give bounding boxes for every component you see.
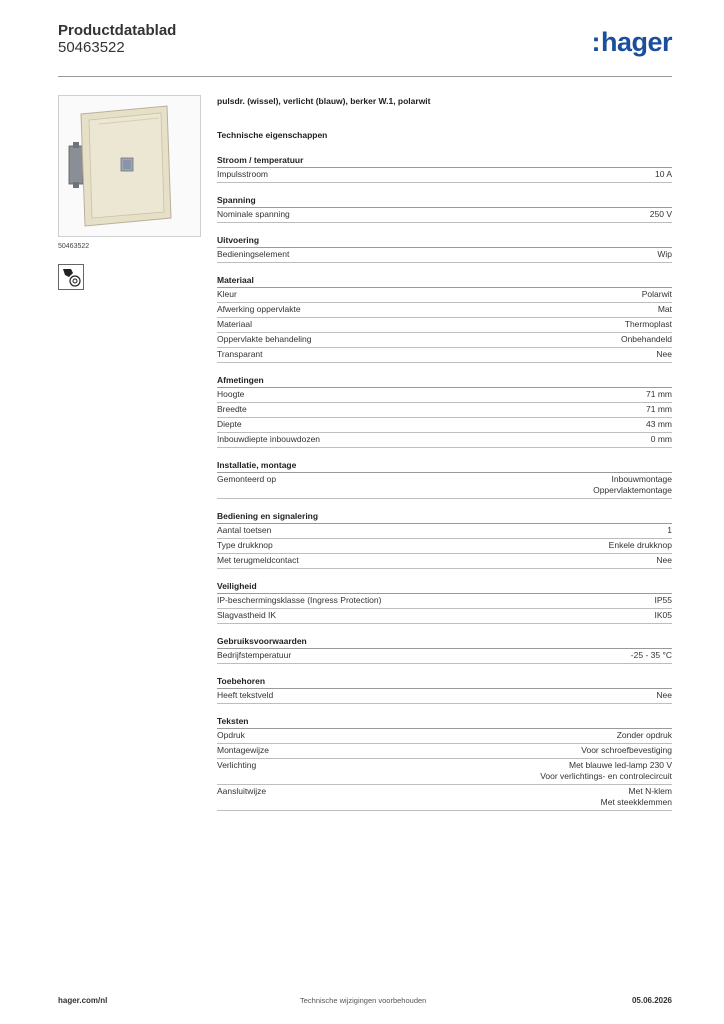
spec-label: Verlichting bbox=[217, 760, 257, 770]
spec-section bbox=[217, 195, 672, 223]
spec-value bbox=[651, 434, 672, 445]
section-title: Bediening en signalering bbox=[217, 511, 672, 524]
spec-value-line: Voor verlichtings- en controlecircuit bbox=[540, 771, 672, 781]
spec-label: Impulsstroom bbox=[217, 169, 269, 179]
spec-value bbox=[617, 730, 672, 741]
spec-value-line: Thermoplast bbox=[624, 319, 672, 329]
spec-row bbox=[217, 524, 672, 539]
spec-value bbox=[581, 745, 672, 756]
section-title: Toebehoren bbox=[217, 676, 672, 689]
header-rule bbox=[58, 76, 672, 77]
spec-value-line: Mat bbox=[657, 304, 672, 314]
spec-sections bbox=[217, 155, 672, 811]
spec-value-line: 71 mm bbox=[646, 389, 672, 399]
switch-illustration bbox=[59, 96, 200, 236]
section-title: Stroom / temperatuur bbox=[217, 155, 672, 168]
spec-label: Materiaal bbox=[217, 319, 252, 329]
spec-value bbox=[655, 169, 672, 180]
spec-row bbox=[217, 208, 672, 223]
spec-section bbox=[217, 511, 672, 569]
footer-notice: Technische wijzigingen voorbehouden bbox=[300, 996, 427, 1005]
spec-value bbox=[625, 319, 672, 330]
spec-value bbox=[655, 595, 673, 606]
spec-section bbox=[217, 636, 672, 664]
spec-value-line: Polarwit bbox=[641, 289, 672, 299]
spec-value bbox=[609, 540, 672, 551]
spec-row bbox=[217, 785, 672, 811]
hager-logo bbox=[591, 27, 672, 57]
spec-section bbox=[217, 155, 672, 183]
header-title: Productdatablad bbox=[58, 22, 177, 39]
spec-value bbox=[642, 289, 672, 300]
spec-value-line: IP55 bbox=[654, 595, 672, 605]
spec-section bbox=[217, 716, 672, 811]
spec-row bbox=[217, 689, 672, 704]
spec-value-line: IK05 bbox=[654, 610, 672, 620]
spec-label: Aansluitwijze bbox=[217, 786, 267, 796]
logo-mark: : bbox=[591, 27, 600, 57]
spec-value-line: Zonder opdruk bbox=[616, 730, 672, 740]
section-title: Uitvoering bbox=[217, 235, 672, 248]
spec-value bbox=[646, 389, 672, 400]
spec-label: Type drukknop bbox=[217, 540, 273, 550]
spec-value bbox=[657, 249, 672, 260]
spec-section bbox=[217, 676, 672, 704]
spec-label: Slagvastheid IK bbox=[217, 610, 277, 620]
spec-row bbox=[217, 303, 672, 318]
spec-value-line: Met blauwe led-lamp 230 V bbox=[568, 760, 672, 770]
spec-label: Gemonteerd op bbox=[217, 474, 277, 484]
spec-label: Bedieningselement bbox=[217, 249, 290, 259]
spec-row bbox=[217, 168, 672, 183]
spec-label: Met terugmeldcontact bbox=[217, 555, 299, 565]
spec-label: Transparant bbox=[217, 349, 263, 359]
spec-label: Montagewijze bbox=[217, 745, 269, 755]
spec-row bbox=[217, 418, 672, 433]
spec-value-line: Met N-klem bbox=[628, 786, 672, 796]
spec-value-line: 43 mm bbox=[646, 419, 672, 429]
spec-row bbox=[217, 539, 672, 554]
section-title: Afmetingen bbox=[217, 375, 672, 388]
product-photo bbox=[58, 95, 201, 237]
spec-value bbox=[656, 690, 672, 701]
footer-date: 05.06.2026 bbox=[631, 996, 672, 1005]
spec-value-line: Onbehandeld bbox=[620, 334, 672, 344]
spec-value-line: Met steekklemmen bbox=[600, 797, 672, 807]
spec-row bbox=[217, 744, 672, 759]
spec-row bbox=[217, 333, 672, 348]
spec-section bbox=[217, 275, 672, 363]
product-description: pulsdr. (wissel), verlicht (blauw), berker W.1, polarwit bbox=[217, 96, 431, 106]
spec-value-line: Wip bbox=[657, 249, 672, 259]
spec-label: IP-beschermingsklasse (Ingress Protection) bbox=[217, 595, 382, 605]
spec-value bbox=[656, 555, 672, 566]
spec-label: Diepte bbox=[217, 419, 242, 429]
spec-value bbox=[621, 334, 672, 345]
spec-value-line: 250 V bbox=[649, 209, 672, 219]
section-title: Spanning bbox=[217, 195, 672, 208]
spec-label: Afwerking oppervlakte bbox=[217, 304, 301, 314]
spec-label: Aantal toetsen bbox=[217, 525, 272, 535]
spec-section bbox=[217, 460, 672, 499]
spec-label: Oppervlakte behandeling bbox=[217, 334, 312, 344]
spec-value bbox=[646, 404, 672, 415]
spec-row bbox=[217, 729, 672, 744]
spec-value bbox=[601, 786, 672, 808]
spec-value-line: 71 mm bbox=[646, 404, 672, 414]
spec-value-line: Enkele drukknop bbox=[608, 540, 672, 550]
spec-label: Inbouwdiepte inbouwdozen bbox=[217, 434, 321, 444]
spec-value bbox=[593, 474, 672, 496]
spec-value-line: Inbouwmontage bbox=[611, 474, 672, 484]
spec-value-line: 1 bbox=[667, 525, 672, 535]
spec-row bbox=[217, 288, 672, 303]
section-title: Veiligheid bbox=[217, 581, 672, 594]
spec-row bbox=[217, 388, 672, 403]
spec-value-line: -25 - 35 °C bbox=[630, 650, 672, 660]
spec-row bbox=[217, 348, 672, 363]
footer-website: hager.com/nl bbox=[58, 996, 108, 1005]
spec-value bbox=[667, 525, 672, 536]
spec-value-line: Nee bbox=[656, 349, 672, 359]
spec-value-line: Oppervlaktemontage bbox=[593, 485, 672, 495]
logo-text: hager bbox=[600, 27, 672, 57]
section-title: Installatie, montage bbox=[217, 460, 672, 473]
spec-value bbox=[655, 610, 673, 621]
spec-label: Heeft tekstveld bbox=[217, 690, 274, 700]
spec-row bbox=[217, 594, 672, 609]
spec-value-line: Nee bbox=[656, 690, 672, 700]
spec-label: Kleur bbox=[217, 289, 237, 299]
spec-row bbox=[217, 649, 672, 664]
spec-value-line: 10 A bbox=[654, 169, 672, 179]
spec-row bbox=[217, 433, 672, 448]
spec-value-line: Nee bbox=[656, 555, 672, 565]
spec-value-line: 0 mm bbox=[650, 434, 672, 444]
spec-label: Hoogte bbox=[217, 389, 245, 399]
spec-value bbox=[540, 760, 672, 782]
spec-row bbox=[217, 403, 672, 418]
spec-content bbox=[217, 95, 672, 811]
spec-section bbox=[217, 581, 672, 624]
section-title: Teksten bbox=[217, 716, 672, 729]
spec-value bbox=[646, 419, 672, 430]
product-number: 50463522 bbox=[58, 39, 125, 56]
spec-value bbox=[631, 650, 672, 661]
mounting-pictogram-icon bbox=[58, 264, 84, 290]
spec-section bbox=[217, 235, 672, 263]
spec-row bbox=[217, 759, 672, 785]
spec-label: Bedrijfstemperatuur bbox=[217, 650, 292, 660]
spec-label: Breedte bbox=[217, 404, 247, 414]
spec-row bbox=[217, 318, 672, 333]
spec-label: Opdruk bbox=[217, 730, 245, 740]
spec-label: Nominale spanning bbox=[217, 209, 290, 219]
spec-value-line: Voor schroefbevestiging bbox=[581, 745, 672, 755]
spec-row bbox=[217, 609, 672, 624]
spec-section bbox=[217, 375, 672, 448]
section-title: Materiaal bbox=[217, 275, 672, 288]
spec-row bbox=[217, 554, 672, 569]
spec-row bbox=[217, 473, 672, 499]
spec-row bbox=[217, 248, 672, 263]
spec-value bbox=[658, 304, 672, 315]
spec-value bbox=[656, 349, 672, 360]
tech-title: Technische eigenschappen bbox=[217, 130, 328, 140]
section-title: Gebruiksvoorwaarden bbox=[217, 636, 672, 649]
spec-value bbox=[650, 209, 672, 220]
photo-caption: 50463522 bbox=[58, 243, 90, 250]
